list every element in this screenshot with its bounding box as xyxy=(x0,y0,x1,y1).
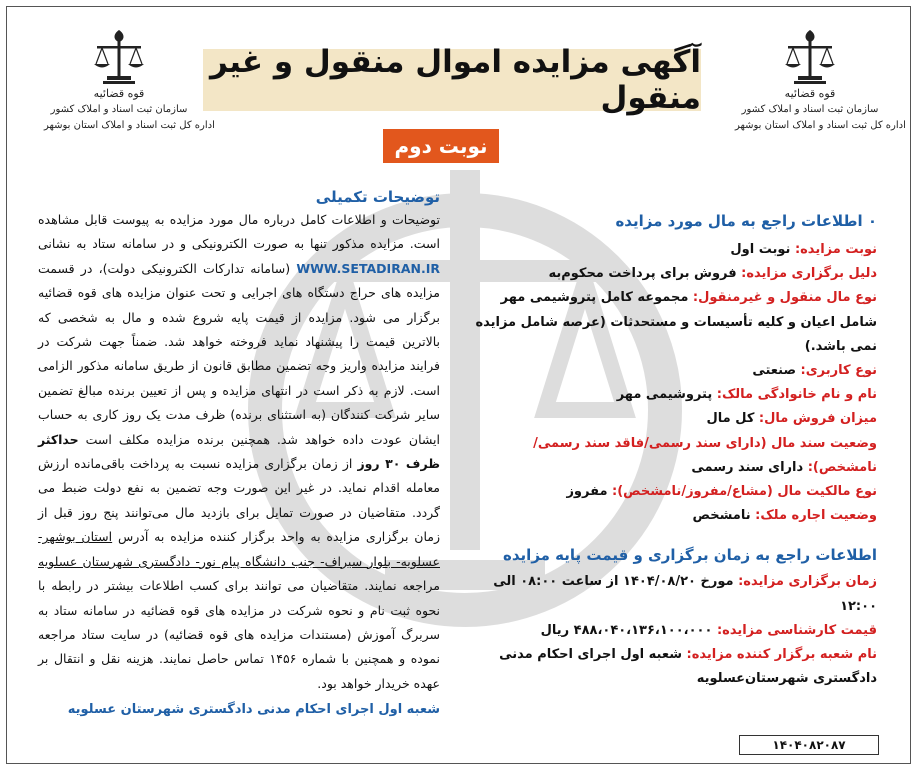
field-deed-status: وضعیت سند مال (دارای سند رسمی/فاقد سند رسمی/ نامشخص): دارای سند رسمی xyxy=(533,435,877,475)
supp-text-2: (سامانه تدارکات الکترونیکی دولت)، در قسمت مزایده های حراج دستگاه های اجرایی و تحت عنوان مزایده های قوه قضائیه برگزار می شود. مزایده از قیمت پایه شروع شده و مال به شخصی که بالاترین قیمت را پیشنهاد نماید فروخته خواهد شد. ضمناً جهت شرکت در فرایند مزایده واریز وجه تضمین مطابق قانون از طریق سامانه مذکور الزامی است. لازم به ذکر است در انتهای مزایده و پس از تعیین برنده مبالغ تضمین سایر شرکت کنندگان (به استثنای برنده) ظرف مدت یک روز کاری به حساب ایشان عودت داده خواهد شد. همچنین برنده مزایده مکلف است xyxy=(38,260,440,447)
field-owner: نام و نام خانوادگی مالک: پتروشیمی مهر xyxy=(616,387,877,403)
field-property-type: نوع مال منقول و غیرمنقول: مجموعه کامل پتروشیمی مهر شامل اعیان و کلیه تأسیسات و مستحدثات (عرصه شامل مزایده نمی باشد.) xyxy=(475,290,877,354)
field-ownership-type: نوع مالکیت مال (مشاع/مفروز/نامشخص): مفروز xyxy=(566,484,877,500)
emblem-line-1: قوه قضائیه xyxy=(93,87,145,100)
supplementary-text xyxy=(38,208,440,696)
supp-text-3: از زمان برگزاری مزایده نسبت به پرداخت باقی‌مانده ارزش معامله اقدام نماید. در غیر این صورت وجه تضمین به نفع دولت ضبط می گردد. متقاضیان در صورت تمایل برای بازدید مال می‌توانند پنج روز قبل از زمان برگزاری مزایده به واحد برگزار کننده مزایده به آدرس xyxy=(38,456,441,545)
emblem-line-3: اداره کل ثبت اسناد و املاک استان بوشهر xyxy=(735,120,906,131)
emblem-line-2: سازمان ثبت اسناد و املاک کشور xyxy=(50,104,188,115)
supp-text-1: توضیحات و اطلاعات کامل درباره مال مورد مزایده به پیوست قابل مشاهده است. مزایده مذکور تنها به صورت الکترونیکی و در سامانه ستاد به نشانی xyxy=(38,212,440,252)
emblem-line-1: قوه قضائیه xyxy=(784,87,836,100)
judiciary-emblem-icon xyxy=(91,28,147,86)
title-banner xyxy=(203,44,701,116)
signature: شعبه اول اجرای احکام مدنی دادگستری شهرستان عسلویه xyxy=(67,702,440,718)
field-sale-amount: میزان فروش مال: کل مال xyxy=(706,411,877,427)
supp-text-4: مراجعه نمایند. متقاضیان می توانند برای کسب اطلاعات بیشتر در رابطه با نحوه ثبت نام و نحوه شرکت در مزایده های قوه قضائیه در سامانه ستاد به سربرگ آموزش (مستندات مزایده های قوه قضائیه) در سایت ستاد مراجعه نموده و همچنین با شماره ۱۴۵۶ تماس حاصل نمایند. هزینه نقل و انتقال بر عهده خریدار خواهد بود. xyxy=(38,578,440,691)
emblem-line-2: سازمان ثبت اسناد و املاک کشور xyxy=(741,104,879,115)
supp-deadline: حداکثر ظرف ۳۰ روز xyxy=(38,431,441,472)
field-branch: نام شعبه برگزار کننده مزایده: شعبه اول اجرای احکام مدنی دادگستری شهرستان‌عسلویه xyxy=(499,647,877,687)
setadiran-link[interactable]: WWW.SETADIRAN.IR xyxy=(296,260,440,276)
property-info-column xyxy=(465,210,877,691)
field-auction-time: زمان برگزاری مزایده: مورخ ۱۴۰۴/۰۸/۲۰ از ساعت ۰۸:۰۰ الی ۱۲:۰۰ xyxy=(493,574,877,614)
field-round: نوبت مزایده: نوبت اول xyxy=(730,242,877,257)
reference-number: ۱۴۰۴۰۸۲۰۸۷ xyxy=(739,735,879,755)
field-lease-status: وضعیت اجاره ملک: نامشخص xyxy=(692,508,877,524)
field-appraisal-price: قیمت کارشناسی مزایده: ۴۸۸،۰۴۰،۱۳۶،۱۰۰،۰۰۰ ریال xyxy=(540,622,877,638)
field-usage: نوع کاربری: صنعتی xyxy=(752,363,877,379)
page-title: آگهی مزایده اموال منقول و غیر منقول xyxy=(209,44,701,116)
property-section-heading: ۰ اطلاعات راجع به مال مورد مزایده xyxy=(615,212,877,230)
field-reason: دلیل برگزاری مزایده: فروش برای پرداخت محکوم‌به xyxy=(548,266,877,282)
supp-address: استان بوشهر- عسلویه- بلوار سیراف- جنب دانشگاه پیام نور- دادگستری شهرستان عسلویه xyxy=(38,529,440,569)
judiciary-emblem-icon xyxy=(782,28,838,86)
supplementary-heading: توضیحات تکمیلی xyxy=(315,188,440,206)
judiciary-emblem-right xyxy=(735,28,906,134)
supplementary-column xyxy=(38,186,440,722)
round-badge: نوبت دوم xyxy=(383,129,499,163)
judiciary-emblem-left xyxy=(44,28,215,134)
timing-section-heading: اطلاعات راجع به زمان برگزاری و قیمت پایه مزایده xyxy=(503,546,877,565)
emblem-line-3: اداره کل ثبت اسناد و املاک استان بوشهر xyxy=(44,120,215,131)
